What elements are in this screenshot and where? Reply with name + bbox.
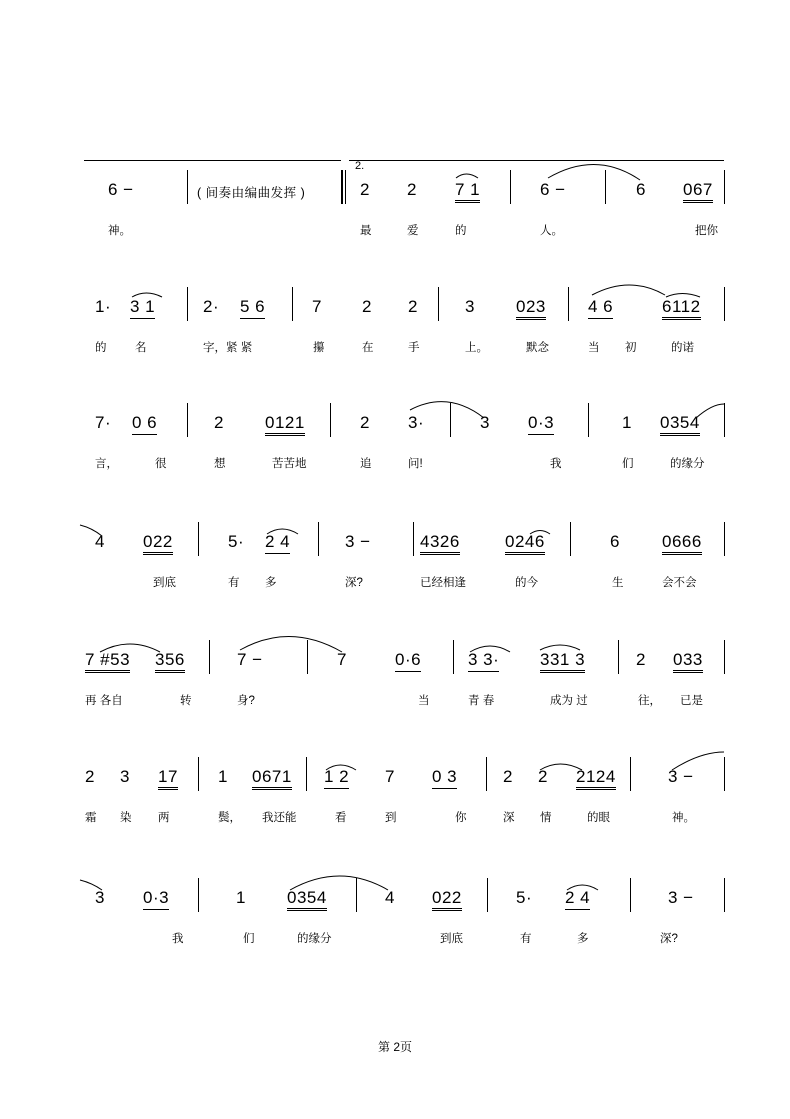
note: 2 (636, 650, 646, 669)
lyric: 们 (243, 933, 255, 945)
barline (306, 757, 307, 791)
note: 2 (407, 180, 417, 199)
barline (187, 170, 188, 204)
lyric: 的缘分 (670, 458, 705, 470)
note: 2 (503, 767, 513, 786)
lyric: 在 (362, 342, 374, 354)
note: 0121 (265, 413, 305, 436)
note: 7 (337, 650, 347, 669)
note: 0 3 (432, 767, 457, 789)
lyric: 的诺 (671, 342, 694, 354)
lyric: 的 (455, 225, 467, 237)
lyric: 转 (180, 695, 192, 707)
lyric: 初 (625, 342, 637, 354)
system-3 (0, 403, 790, 483)
note: 0671 (252, 767, 292, 790)
system-5 (0, 640, 790, 720)
lyric: 的眼 (587, 812, 610, 824)
barline (356, 878, 357, 912)
lyric: 有 (228, 577, 240, 589)
lyric: 两 (158, 812, 170, 824)
note: 6112 (662, 297, 701, 320)
note: 1 2 (324, 767, 349, 789)
note: 7 − (237, 650, 263, 669)
barline (510, 170, 511, 204)
note: 7 1 (455, 180, 480, 203)
note: 022 (432, 888, 462, 911)
note: 5 6 (240, 297, 265, 319)
barline (345, 170, 346, 204)
note: 2 (85, 767, 95, 786)
lyric: 看 (335, 812, 347, 824)
volta-label: 2. (355, 160, 365, 172)
note: 0·3 (528, 413, 554, 435)
note: 0354 (660, 413, 700, 436)
barline (724, 287, 725, 321)
barline (209, 640, 210, 674)
lyric: 多 (265, 577, 277, 589)
note: 0246 (505, 532, 545, 555)
barline (724, 640, 725, 674)
lyric: 问! (408, 458, 423, 470)
barline (724, 170, 725, 204)
barline (570, 522, 571, 556)
note: 067 (683, 180, 713, 203)
note: 2124 (576, 767, 616, 790)
lyric: 人。 (540, 225, 563, 237)
lyric: 会不会 (662, 577, 697, 589)
note: 033 (673, 650, 703, 673)
note: 3 1 (130, 297, 155, 319)
lyric: 深 (503, 812, 515, 824)
lyric: 到底 (153, 577, 176, 589)
lyric: 再 各自 (85, 695, 123, 707)
note: 7 #53 (85, 650, 130, 673)
lyric: 想 (214, 458, 226, 470)
barline (187, 403, 188, 437)
note: 17 (158, 767, 178, 790)
barline (724, 522, 725, 556)
barline-repeat (341, 170, 343, 204)
note: 5· (228, 532, 245, 551)
lyric: 的缘分 (297, 933, 332, 945)
lyric: 我 (550, 458, 562, 470)
lyric: 往， (638, 695, 661, 707)
note: 331 3 (540, 650, 585, 673)
note: 3 − (345, 532, 371, 551)
lyric: 到 (385, 812, 397, 824)
note: 2 (214, 413, 224, 432)
lyric: 有 (520, 933, 532, 945)
lyric: 成为 过 (550, 695, 588, 707)
lyric: 鬓， (218, 812, 241, 824)
note: 4 6 (588, 297, 613, 319)
lyric: 身? (237, 695, 255, 707)
lyric: 青 春 (468, 695, 495, 707)
note: 3 (120, 767, 130, 786)
lyric: 的今 (515, 577, 538, 589)
note: 4 (95, 532, 105, 551)
barline (187, 287, 188, 321)
barline (724, 878, 725, 912)
barline (486, 757, 487, 791)
lyric: 把你 (695, 225, 718, 237)
barline (453, 640, 454, 674)
interlude-text: ( 间奏由编曲发挥 ) (197, 186, 306, 200)
lyric: 最 (360, 225, 372, 237)
lyric: 很 (155, 458, 167, 470)
note: 022 (143, 532, 173, 555)
lyric: 染 (120, 812, 132, 824)
barline (413, 522, 414, 556)
note: 7 (312, 297, 322, 316)
lyric: 名 (135, 342, 147, 354)
lyric: 生 (612, 577, 624, 589)
barline (318, 522, 319, 556)
barline (198, 757, 199, 791)
note: 3 (95, 888, 105, 907)
lyric: 我 (172, 933, 184, 945)
note: 7· (95, 413, 112, 432)
note: 2 (538, 767, 548, 786)
barline (630, 878, 631, 912)
lyric: 默念 (526, 342, 549, 354)
lyric: 当 (588, 342, 600, 354)
note: 0·6 (395, 650, 421, 672)
note: 3 (480, 413, 490, 432)
note: 3· (408, 413, 425, 432)
lyric: 情 (540, 812, 552, 824)
barline (292, 287, 293, 321)
lyric: 多 (577, 933, 589, 945)
barline (605, 170, 606, 204)
note: 0354 (287, 888, 327, 911)
lyric: 苦苦地 (272, 458, 307, 470)
note: 0·3 (143, 888, 169, 910)
note: 2 (408, 297, 418, 316)
note: 4 (385, 888, 395, 907)
note: 2 (360, 413, 370, 432)
barline (330, 403, 331, 437)
lyric: 的 (95, 342, 107, 354)
note: 2 4 (265, 532, 290, 554)
note: 7 (385, 767, 395, 786)
lyric: 上。 (465, 342, 488, 354)
note: 2· (203, 297, 220, 316)
note: 356 (155, 650, 185, 673)
system-6 (0, 757, 790, 837)
system-1 (0, 170, 790, 250)
note: 2 4 (565, 888, 590, 910)
lyric: 言， (95, 458, 118, 470)
barline (724, 403, 725, 437)
barline (438, 287, 439, 321)
note: 1 (236, 888, 246, 907)
barline (450, 403, 451, 437)
barline (198, 522, 199, 556)
volta-bracket-1 (84, 160, 341, 169)
note: 2 (360, 180, 370, 199)
note: 1 (622, 413, 632, 432)
page-number: 第 2页 (377, 1040, 412, 1054)
note: 0 6 (132, 413, 157, 435)
lyric: 深? (660, 933, 678, 945)
note: 023 (516, 297, 546, 320)
system-7 (0, 878, 790, 958)
lyric: 当 (418, 695, 430, 707)
barline (487, 878, 488, 912)
note: 3 − (668, 767, 694, 786)
note: 6 (610, 532, 620, 551)
note: 6 (636, 180, 646, 199)
barline (724, 757, 725, 791)
lyric: 们 (622, 458, 634, 470)
note: 1· (95, 297, 112, 316)
note: 5· (516, 888, 533, 907)
lyric: 字，紧 紧 (203, 342, 253, 354)
volta-bracket-2 (349, 160, 724, 169)
barline (588, 403, 589, 437)
lyric: 已经相逢 (420, 577, 466, 589)
system-2 (0, 287, 790, 367)
lyric: 深? (345, 577, 363, 589)
lyric: 我还能 (262, 812, 297, 824)
barline (198, 878, 199, 912)
lyric: 已是 (680, 695, 703, 707)
lyric: 攥 (313, 342, 325, 354)
lyric: 霜 (85, 812, 97, 824)
barline (568, 287, 569, 321)
lyric: 你 (455, 812, 467, 824)
system-4 (0, 522, 790, 602)
note: 3 (465, 297, 475, 316)
note: 2 (362, 297, 372, 316)
note: 1 (218, 767, 228, 786)
lyric: 爱 (407, 225, 419, 237)
note: 3 − (668, 888, 694, 907)
lyric: 追 (360, 458, 372, 470)
lyric: 到底 (440, 933, 463, 945)
barline (630, 757, 631, 791)
note: 6 − (540, 180, 566, 199)
lyric: 神。 (108, 225, 131, 237)
barline (618, 640, 619, 674)
note: 0666 (662, 532, 702, 555)
note: 3 3· (468, 650, 499, 672)
note: 6 − (108, 180, 134, 199)
lyric: 神。 (672, 812, 695, 824)
note: 4326 (420, 532, 460, 555)
barline (307, 640, 308, 674)
lyric: 手 (408, 342, 420, 354)
